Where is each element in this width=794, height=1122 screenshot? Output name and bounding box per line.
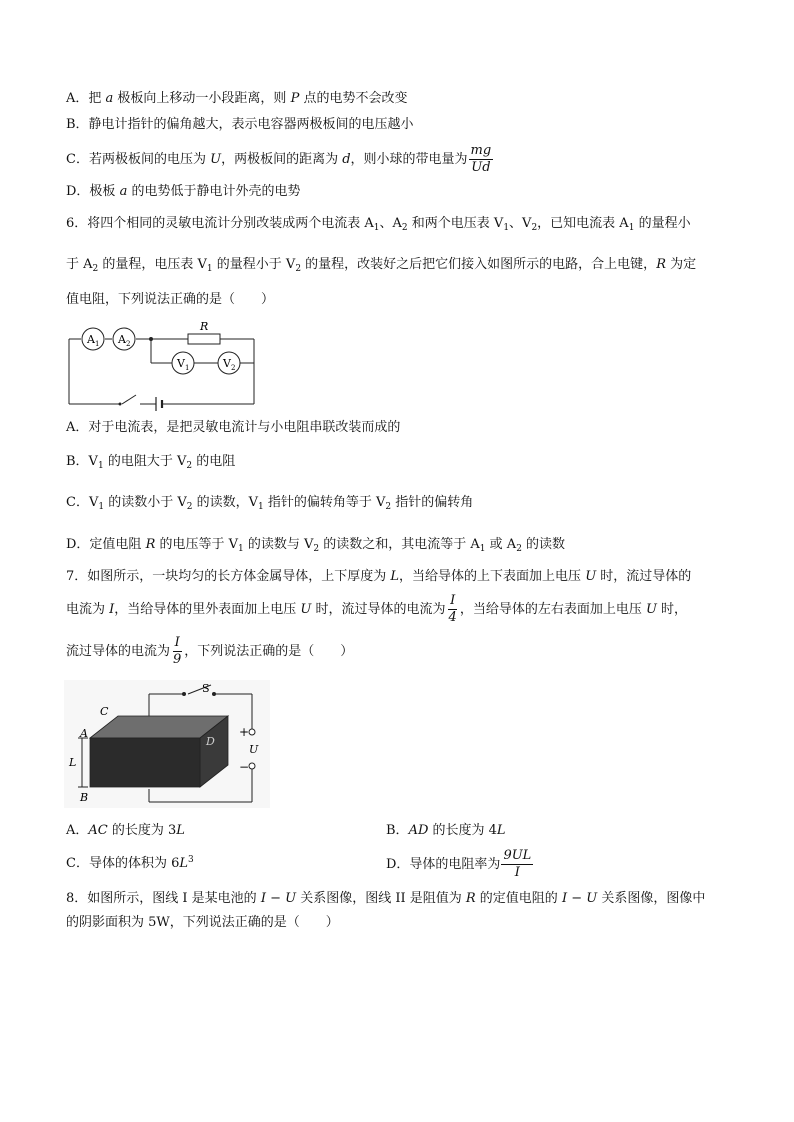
q8-stem-line-1: 8．如图所示，图线 I 是某电池的 I − U 关系图像，图线 II 是阻值为 R 的定值电阻的 I − U 关系图像，图像中 [66, 891, 706, 906]
svg-text:+: + [239, 725, 250, 739]
q6-option-c: C．$V_1$ 的读数小于 $V_2$ 的读数，$V_1$ 指针的偏转角等于 $V_2$ 指针的偏转角 [66, 495, 474, 512]
current-fraction-quarter: $\frac{I}{4}$ [448, 593, 457, 625]
svg-text:−: − [239, 760, 250, 774]
svg-text:V2: $V_2$ [223, 357, 236, 372]
q7-stem-line-3: 流过导体的电流为 $\frac{I}{9}$ ，下列说法正确的是（ ） [66, 635, 354, 667]
svg-text:U: U [249, 743, 259, 756]
svg-text:A1: $A_1$ [87, 333, 100, 348]
q7-option-c: C．导体的体积为 $6L^3$ [66, 855, 194, 871]
q7-option-b: B．AD 的长度为 4L [386, 823, 506, 838]
svg-text:D: D [206, 735, 215, 748]
current-fraction-ninth: $\frac{I}{9}$ [173, 635, 182, 667]
svg-text:L: L [69, 756, 77, 769]
charge-fraction: $\frac{mg}{Ud}$ [470, 143, 492, 175]
q7-option-d: D．导体的电阻率为 $\frac{9UL}{I}$ [386, 848, 532, 880]
cuboid-front-face [90, 738, 200, 787]
svg-text:C: C [100, 705, 109, 718]
q6-option-b: B．$V_1$ 的电阻大于 $V_2$ 的电阻 [66, 454, 236, 471]
svg-text:V1: $V_1$ [177, 357, 190, 372]
q7-stem-line-1: 7．如图所示，一块均匀的长方体金属导体，上下厚度为 L，当给导体的上下表面加上电压 U 时，流过导体的 [66, 569, 692, 584]
svg-text:B: B [80, 791, 89, 804]
q5-option-c: C．若两极板间的电压为 U，两极板间的距离为 d，则小球的带电量为 $\frac{mg}{Ud}$ [66, 143, 492, 175]
q6-stem-line-1: 6．将四个相同的灵敏电流计分别改装成两个电流表 $A_1$、$A_2$ 和两个电压表 $V_1$、$V_2$，已知电流表 $A_1$ 的量程小 [66, 216, 691, 233]
svg-text:R: R [200, 320, 209, 333]
switch-icon [182, 692, 186, 696]
svg-text:A2: $A_2$ [118, 333, 131, 348]
negative-terminal-icon [249, 763, 255, 769]
q6-option-a: A．对于电流表，是把灵敏电流计与小电阻串联改装而成的 [66, 420, 401, 435]
q8-stem-line-2: 的阴影面积为 5W，下列说法正确的是（ ） [66, 915, 339, 930]
positive-terminal-icon [249, 729, 255, 735]
q7-stem-line-2: 电流为 I，当给导体的里外表面加上电压 U 时，流过导体的电流为 $\frac{I}{4}$ ，当给导体的左右表面加上电压 U 时， [66, 593, 688, 625]
svg-text:S: S [202, 682, 210, 695]
q5-option-b: B．静电计指针的偏角越大，表示电容器两极板间的电压越小 [66, 117, 414, 132]
junction-dot [149, 337, 153, 341]
q5-option-d: D．极板 a 的电势低于静电计外壳的电势 [66, 184, 301, 199]
q5-option-a: A．把 a 极板向上移动一小段距离，则 P 点的电势不会改变 [66, 91, 408, 106]
q6-stem-line-3: 值电阻，下列说法正确的是（ ） [66, 292, 275, 307]
svg-text:A: A [80, 727, 88, 740]
q6-option-d: D．定值电阻 R 的电压等于 $V_1$ 的读数与 $V_2$ 的读数之和，其电流等于 $A_1$ 或 $A_2$ 的读数 [66, 537, 566, 554]
resistivity-fraction: $\frac{9UL}{I}$ [503, 848, 532, 880]
q7-conductor-diagram [64, 680, 270, 808]
q6-circuit-diagram [64, 316, 264, 412]
q7-option-a: A．AC 的长度为 3L [66, 823, 185, 838]
q6-stem-line-2: 于 $A_2$ 的量程，电压表 $V_1$ 的量程小于 $V_2$ 的量程，改装好之后把它们接入如图所示的电路，合上电键，R 为定 [66, 257, 697, 274]
